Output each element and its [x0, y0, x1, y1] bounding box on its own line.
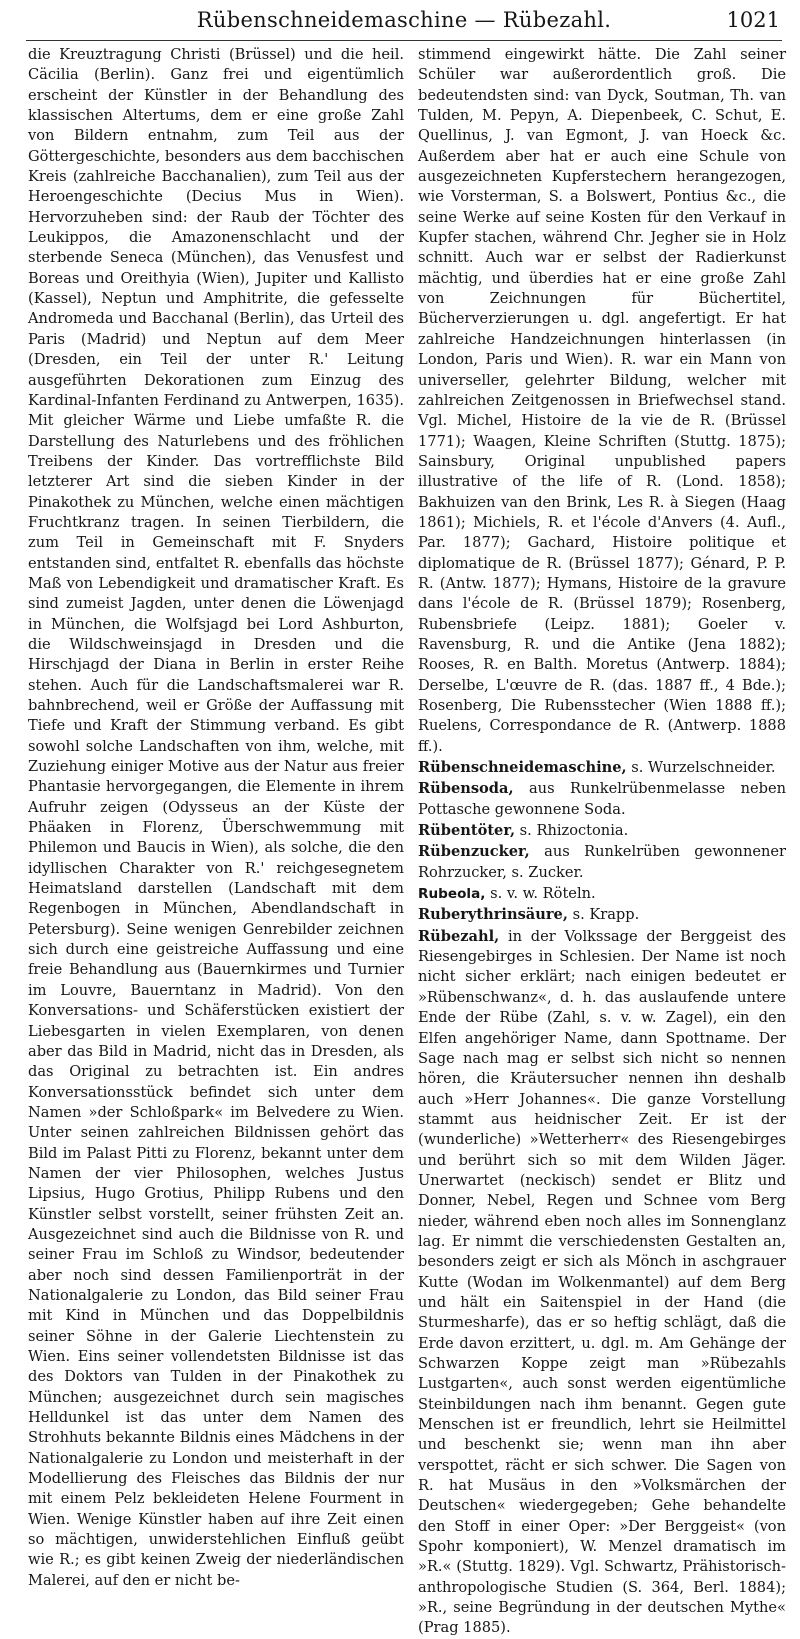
- entry-headword: Rübenzucker,: [418, 843, 530, 861]
- left-column: [28, 45, 404, 1589]
- entry-headword: Ruberythrinsäure,: [418, 906, 568, 924]
- entry-text: s. Krapp.: [567, 906, 640, 924]
- running-title: Rübenschneidemaschine — Rübezahl.: [196, 8, 612, 32]
- entry-ruebenzucker: [418, 842, 786, 883]
- entry-headword: Rübezahl,: [418, 927, 500, 945]
- entry-headword: Rubeola,: [418, 886, 486, 903]
- entry-rubeola: [418, 884, 786, 904]
- text-columns: [22, 45, 786, 1637]
- entry-headword: Rübentöter,: [418, 822, 516, 840]
- entry-headword: Rübensoda,: [418, 780, 514, 798]
- page-number: 1021: [726, 8, 780, 32]
- entry-ruebensoda: [418, 779, 786, 820]
- entry-text: s. Wurzelschneider.: [626, 759, 776, 777]
- entry-text: aus Runkelrüben gewonnener Rohrzucker, s. Zucker.: [418, 843, 786, 881]
- entry-text: s. Rhizoctonia.: [515, 822, 629, 840]
- entry-ruebentoeter: [418, 821, 786, 841]
- entry-ruebenschneidemaschine: [418, 758, 786, 778]
- entry-headword: Rübenschneidemaschine,: [418, 759, 627, 777]
- right-column: [418, 45, 786, 1637]
- page-header: [26, 0, 782, 41]
- rubens-article-conclusion: stimmend eingewirkt hätte. Die Zahl seiner Schüler war außerordentlich groß. Die bedeutendsten sind: van Dyck, Soutman, Th. van Tulden, M. Pepyn, A. Diepenbeek, C. Schut, E. Quellinus, J. van Egmont, J. van Hoeck &c. Außerdem aber hat er auch eine Schule von ausgezeichneten Kupferstechern herangezogen, wie Vorsterman, S. a Bolswert, Pontius &c., die seine Werke auf seine Kosten für den Verkauf in Kupfer stachen, während Chr. Jegher sie in Holz schnitt. Auch war er selbst der Radierkunst mächtig, und überdies hat er eine große Zahl von Zeichnungen für Büchertitel, Bücherverzierungen u. dgl. angefertigt. Er hat zahlreiche Handzeichnungen hinterlassen (in London, Paris und Wien). R. war ein Mann von universeller, gelehrter Bildung, welcher mit zahlreichen Zeitgenossen in Briefwechsel stand. Vgl. Michel, Histoire de la vie de R. (Brüssel 1771); Waagen, Kleine Schriften (Stuttg. 1875); Sainsbury, Original unpublished papers illustrative of the life of R. (Lond. 1858); Bakhuizen van den Brink, Les R. à Siegen (Haag 1861); Michiels, R. et l'école d'Anvers (4. Aufl., Par. 1877); Gachard, Histoire politique et diplomatique de R. (Brüssel 1877); Génard, P. P. R. (Antw. 1877); Hymans, Histoire de la gravure dans l'école de R. (Brüssel 1879); Rosenberg, Rubensbriefe (Leipz. 1881); Goeler v. Ravensburg, R. und die Antike (Jena 1882); Rooses, R. en Balth. Moretus (Antwerp. 1884); Derselbe, L'œuvre de R. (das. 1887 ff., 4 Bde.); Rosenberg, Die Rubensstecher (Wien 1888 ff.); Ruelens, Correspondance de R. (Antwerp. 1888 ff.).: [418, 46, 786, 755]
- entry-text: s. v. w. Röteln.: [485, 885, 596, 903]
- entry-text: aus Runkelrübenmelasse neben Pottasche gewonnene Soda.: [418, 780, 786, 818]
- entry-ruebezahl: [418, 927, 786, 1639]
- entry-text: in der Volkssage der Berggeist des Riesengebirges in Schlesien. Der Name ist noch nicht sicher erklärt; nach einigen bedeutet er »Rübenschwanz«, d. h. das auslaufende untere Ende der Rübe (Zahl, s. v. w. Zagel), ein den Elfen angehöriger Name, dann Spottname. Der Sage nach mag er selbst sich nicht so nennen hören, die Kräutersucher nennen ihn deshalb auch »Herr Johannes«. Die ganze Vorstellung stammt aus heidnischer Zeit. Er ist der (wunderliche) »Wetterherr« des Riesengebirges und berührt sich so mit dem Wilden Jäger. Unerwartet (neckisch) sendet er Blitz und Donner, Nebel, Regen und Schnee vom Berg nieder, während eben noch alles im Sonnenglanz lag. Er nimmt die verschiedensten Gestalten an, besonders zeigt er sich als Mönch in aschgrauer Kutte (Wodan im Wolkenmantel) auf dem Berg und hält ein Saitenspiel in der Hand (die Sturmesharfe), das er so heftig schlägt, daß die Erde davon erzittert, u. dgl. m. Am Gehänge der Schwarzen Koppe zeigt man »Rübezahls Lustgarten«, auch sonst werden eigentümliche Steinbildungen nach ihm benannt. Gegen gute Menschen ist er freundlich, lehrt sie Heilmittel und beschenkt sie; wenn man ihn aber verspottet, rächt er sich schwer. Die Sagen von R. hat Musäus in den »Volksmärchen der Deutschen« wiedergegeben; Gehe behandelte den Stoff in einer Oper: »Der Berggeist« (von Spohr komponiert), W. Menzel dramatisch im »R.« (Stuttg. 1829). Vgl. Schwartz, Prähistorisch-anthropologische Studien (S. 364, Berl. 1884); »R., seine Begründung in der deutschen Mythe« (Prag 1885).: [418, 927, 786, 1637]
- rubens-article-continuation: die Kreuztragung Christi (Brüssel) und die heil. Cäcilia (Berlin). Ganz frei und eigentümlich erscheint der Künstler in der Behandlung des klassischen Altertums, dem er eine große Zahl von Bildern entnahm, zum Teil aus der Göttergeschichte, besonders aus dem bacchischen Kreis (zahlreiche Bacchanalien), zum Teil aus der Heroengeschichte (Decius Mus in Wien). Hervorzuheben sind: der Raub der Töchter des Leukippos, die Amazonenschlacht und der sterbende Seneca (München), das Venusfest und Boreas und Oreithyia (Wien), Jupiter und Kallisto (Kassel), Neptun und Amphitrite, die gefesselte Andromeda und Bacchanal (Berlin), das Urteil des Paris (Madrid) und Neptun auf dem Meer (Dresden, ein Teil der unter R.' Leitung ausgeführten Dekorationen zum Einzug des Kardinal-Infanten Ferdinand zu Antwerpen, 1635). Mit gleicher Wärme und Liebe umfaßte R. die Darstellung des Naturlebens und des fröhlichen Treibens der Kinder. Das vortrefflichste Bild letzterer Art sind die sieben Kinder in der Pinakothek zu München, welche einen mächtigen Fruchtkranz tragen. In seinen Tierbildern, die zum Teil in Gemeinschaft mit F. Snyders entstanden sind, entfaltet R. ebenfalls das höchste Maß von Lebendigkeit und dramatischer Kraft. Es sind zumeist Jagden, unter denen die Löwenjagd in München, die Wolfsjagd bei Lord Ashburton, die Wildschweinsjagd in Dresden und die Hirschjagd der Diana in Berlin in erster Reihe stehen. Auch für die Landschaftsmalerei war R. bahnbrechend, weil er Größe der Auffassung mit Tiefe und Kraft der Stimmung verband. Es gibt sowohl solche Landschaften von ihm, welche, mit Zuziehung einiger Motive aus der Natur aus freier Phantasie hervorgegangen, die Elemente in ihrem Aufruhr zeigen (Odysseus an der Küste der Phäaken in Florenz, Überschwemmung mit Philemon und Baucis in Wien), als solche, die den idyllischen Charakter von R.' reichgesegnetem Heimatsland darstellen (Landschaft mit dem Regenbogen in München, Abendlandschaft in Petersburg). Seine wenigen Genrebilder zeichnen sich durch eine geistreiche Auffassung und eine freie Behandlung aus (Bauernkirmes und Turnier im Louvre, Bauerntanz in Madrid). Von den Konversations- und Schäferstücken existiert der Liebesgarten in vielen Exemplaren, von denen aber das Bild in Madrid, nicht das in Dresden, als das Original zu betrachten ist. Ein andres Konversationsstück befindet sich unter dem Namen »der Schloßpark« im Belvedere zu Wien. Unter seinen zahlreichen Bildnissen gehört das Bild im Palast Pitti zu Florenz, bekannt unter dem Namen der vier Philosophen, welches Justus Lipsius, Hugo Grotius, Philipp Rubens und den Künstler selbst vorstellt, seiner frühsten Zeit an. Ausgezeichnet sind auch die Bildnisse von R. und seiner Frau im Schloß zu Windsor, bedeutender aber noch sind dessen Familienporträt in der Nationalgalerie zu London, das Bild seiner Frau mit Kind in München und das Doppelbildnis seiner Söhne in der Galerie Liechtenstein zu Wien. Eins seiner vollendetsten Bildnisse ist das des Doktors van Tulden in der Pinakothek zu München; ausgezeichnet durch sein magisches Helldunkel ist das unter dem Namen des Strohhuts bekannte Bildnis eines Mädchens in der Nationalgalerie zu London und meisterhaft in der Modellierung des Fleisches das Bildnis der nur mit einem Pelz bekleideten Helene Fourment in Wien. Wenige Künstler haben auf ihre Zeit einen so mächtigen, unwiderstehlichen Einfluß geübt wie R.; es gibt keinen Zweig der niederländischen Malerei, auf den er nicht be-: [28, 46, 404, 1589]
- entry-ruberythrinsaeure: [418, 905, 786, 925]
